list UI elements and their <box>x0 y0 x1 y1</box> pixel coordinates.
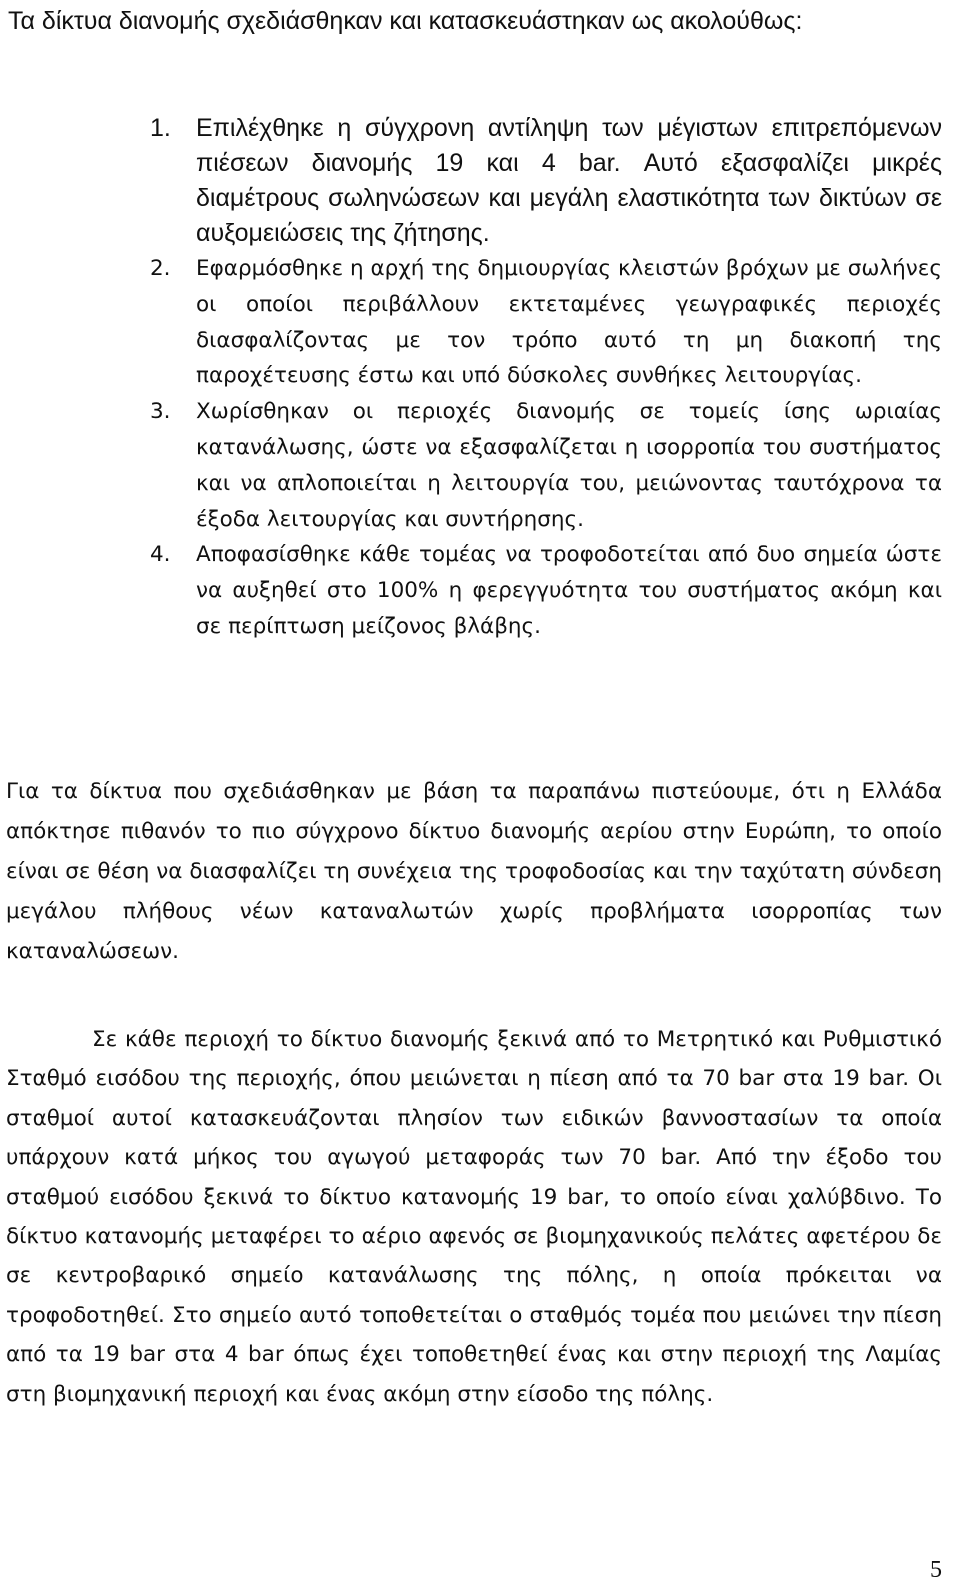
intro-paragraph: Τα δίκτυα διανομής σχεδιάσθηκαν και κατασκευάστηκαν ως ακολούθως: <box>8 7 803 35</box>
summary-paragraph: Για τα δίκτυα που σχεδιάσθηκαν με βάση τα παραπάνω πιστεύουμε, ότι η Ελλάδα απόκτησε πιθανόν το πιο σύγχρονο δίκτυο διανομής αερίου στην Ευρώπη, το οποίο είναι σε θέση να διασφαλίζει τη συνέχεια της τροφοδοσίας και την ταχύτατη σύνδεση μεγάλου πλήθους νέων καταναλωτών χωρίς προβλήματα ισορροπίας των καταναλώσεων. <box>6 779 942 964</box>
list-item-number: 3. <box>150 399 171 425</box>
list-item-number: 4. <box>150 542 171 568</box>
list-item-text: Εφαρμόσθηκε η αρχή της δημιουργίας κλειστών βρόχων με σωλήνες οι οποίοι περιβάλλουν εκτεταμένες γεωγραφικές περιοχές διασφαλίζοντας με τον τρόπο αυτό τη μη διακοπή της παροχέτευσης έστω και υπό δύσκολες συνθήκες λειτουργίας. <box>196 256 942 389</box>
list-item-text: Χωρίσθηκαν οι περιοχές διανομής σε τομείς ίσης ωριαίας κατανάλωσης, ώστε να εξασφαλίζεται η ισορροπία του συστήματος και να απλοποιείται η λειτουργία του, μειώνοντας ταυτόχρονα τα έξοδα λειτουργίας και συντήρησης. <box>196 399 942 532</box>
list-item <box>150 537 942 644</box>
design-principles-list <box>150 111 942 645</box>
list-item-text: Αποφασίσθηκε κάθε τομέας να τροφοδοτείται από δυο σημεία ώστε να αυξηθεί στο 100% η φερεγγυότητα του συστήματος ακόμη και σε περίπτωση μείζονος βλάβης. <box>196 542 942 639</box>
list-item <box>150 251 942 394</box>
list-item-number: 1. <box>150 114 171 142</box>
page-number: 5 <box>930 1557 942 1583</box>
list-item-number: 2. <box>150 256 171 281</box>
network-description-paragraph: Σε κάθε περιοχή το δίκτυο διανομής ξεκινά από το Μετρητικό και Ρυθμιστικό Σταθμό εισόδου της περιοχής, όπου μειώνεται η πίεση από τα 70 bar στα 19 bar. Οι σταθμοί αυτοί κατασκευάζονται πλησίον των ειδικών βαννοστασίων τα οποία υπάρχουν κατά μήκος του αγωγού μεταφοράς των 70 bar. Από την έξοδο του σταθμού εισόδου ξεκινά το δίκτυο κατανομής 19 bar, το οποίο είναι χαλύβδινο. Το δίκτυο κατανομής μεταφέρει το αέριο αφενός σε βιομηχανικούς πελάτες αφετέρου δε σε κεντροβαρικό σημείο κατανάλωσης της πόλης, η οποία πρόκειται να τροφοδοτηθεί. Στο σημείο αυτό τοποθετείται ο σταθμός τομέα που μειώνει την πίεση από τα 19 bar στα 4 bar όπως έχει τοποθετηθεί ένας και στην περιοχή της Λαμίας στη βιομηχανική περιοχή και ένας ακόμη στην είσοδο της πόλης. <box>6 1027 942 1407</box>
list-item-text: Επιλέχθηκε η σύγχρονη αντίληψη των μέγιστων επιτρεπόμενων πιέσεων διανομής 19 και 4 bar. Αυτό εξασφαλίζει μικρές διαμέτρους σωληνώσεων και μεγάλη ελαστικότητα των δικτύων σε αυξομειώσεις της ζήτησης. <box>196 114 942 247</box>
list-item <box>150 394 942 537</box>
list-item <box>150 111 942 251</box>
